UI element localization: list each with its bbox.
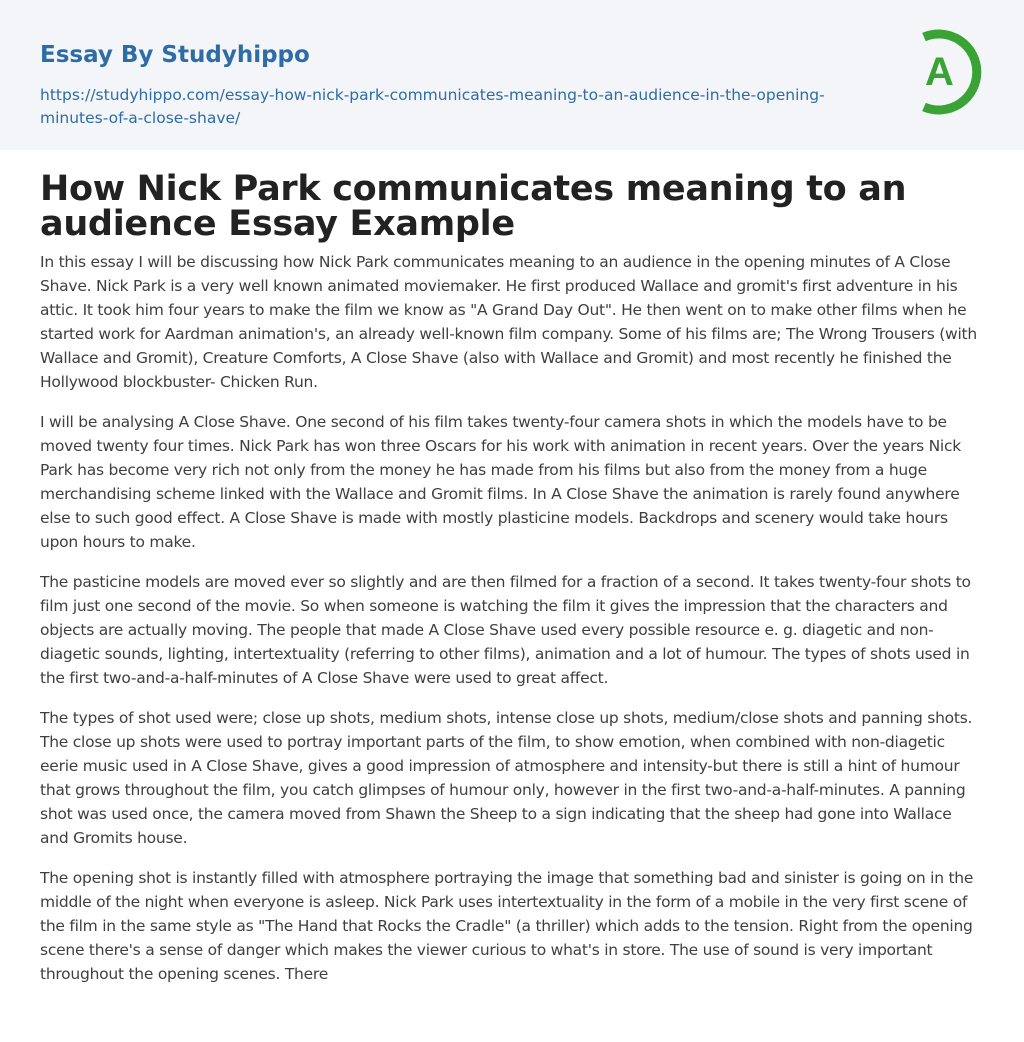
site-header bbox=[0, 0, 1024, 150]
essay-title: How Nick Park communicates meaning to an audience Essay Example bbox=[40, 169, 907, 244]
essay-content bbox=[0, 150, 1024, 986]
site-brand[interactable]: Essay By Studyhippo bbox=[40, 42, 310, 68]
logo-letter: A bbox=[925, 50, 954, 94]
essay-paragraph: The types of shot used were; close up shots, medium shots, intense close up shots, medium/close shots and panning shots. The close up shots were used to portray important parts of the film, to show emotion, when combined with non-diagetic eerie music used in A Close Shave, gives a good impression of atmosphere and intensity-but there is still a hint of humour that grows throughout the film, you catch glimpses of humour only, however in the first two-and-a-half-minutes. A panning shot was used once, the camera moved from Shawn the Sheep to a sign indicating that the sheep had gone into Wallace and Gromits house. bbox=[40, 709, 973, 847]
essay-paragraph: I will be analysing A Close Shave. One second of his film takes twenty-four camera shots in which the models have to be moved twenty four times. Nick Park has won three Oscars for his work with animation in recent years. Over the years Nick Park has become very rich not only from the money he has made from his films but also from the money from a huge merchandising scheme linked with the Wallace and Gromit films. In A Close Shave the animation is rarely found anywhere else to such good effect. A Close Shave is made with mostly plasticine models. Backdrops and scenery would take hours upon hours to make. bbox=[40, 413, 961, 551]
essay-paragraph: In this essay I will be discussing how Nick Park communicates meaning to an audience in the opening minutes of A Close Shave. Nick Park is a very well known animated moviemaker. He first produced Wallace and gromit's first adventure in his attic. It took him four years to make the film we know as "A Grand Day Out". He then went on to make other films when he started work for Aardman animation's, an already well-known film company. Some of his films are; The Wrong Trousers (with Wallace and Gromit), Creature Comforts, A Close Shave (also with Wallace and Gromit) and most recently he finished the Hollywood blockbuster- Chicken Run. bbox=[40, 253, 977, 391]
essay-paragraph: The pasticine models are moved ever so slightly and are then filmed for a fraction of a second. It takes twenty-four shots to film just one second of the movie. So when someone is watching the film it gives the impression that the characters and objects are actually moving. The people that made A Close Shave used every possible resource e. g. diagetic and non-diagetic sounds, lighting, intertextuality (referring to other films), animation and a lot of humour. The types of shots used in the first two-and-a-half-minutes of A Close Shave were used to great affect. bbox=[40, 573, 971, 687]
source-url-link[interactable]: https://studyhippo.com/essay-how-nick-park-communicates-meaning-to-an-audience-in-the-opening-minutes-of-a-close-shave/ bbox=[40, 86, 825, 127]
studyhippo-logo-icon[interactable] bbox=[898, 28, 986, 116]
essay-paragraph: The opening shot is instantly filled with atmosphere portraying the image that something bad and sinister is going on in the middle of the night when everyone is asleep. Nick Park uses intertextuality in the form of a mobile in the very first scene of the film in the same style as "The Hand that Rocks the Cradle" (a thriller) which adds to the tension. Right from the opening scene there's a sense of danger which makes the viewer curious to what's in store. The use of sound is very important throughout the opening scenes. There bbox=[40, 869, 974, 983]
